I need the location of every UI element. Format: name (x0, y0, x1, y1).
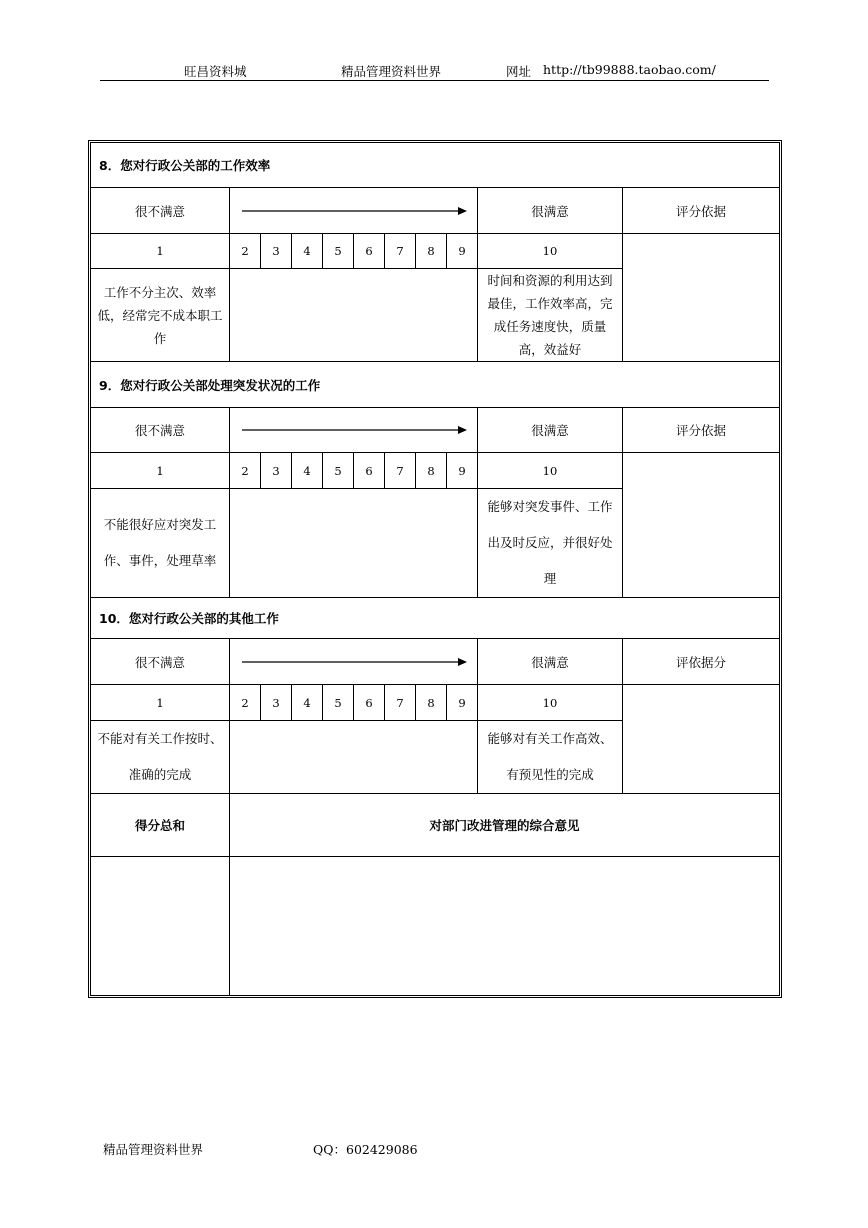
right-arrow-icon (240, 424, 468, 436)
low-label: 很不满意 (91, 639, 230, 685)
score-3[interactable]: 3 (261, 453, 292, 489)
question-9-title-row (91, 362, 780, 408)
middle-blank-cell (230, 721, 478, 794)
opinion-input[interactable] (230, 857, 780, 996)
high-description: 能够对有关工作高效、有预见性的完成 (478, 721, 623, 794)
right-arrow-icon (240, 656, 468, 668)
question-8-scale-row (91, 234, 780, 269)
basis-input-cell[interactable] (623, 453, 780, 598)
header-slogan: 精品管理资料世界 (341, 64, 442, 79)
score-3[interactable]: 3 (261, 685, 292, 721)
score-9[interactable]: 9 (447, 453, 478, 489)
high-description: 时间和资源的利用达到最佳，工作效率高，完成任务速度快，质量高，效益好 (478, 269, 623, 362)
score-9[interactable]: 9 (447, 685, 478, 721)
header-url-label: 网址 (506, 64, 532, 79)
question-10-scale-row (91, 685, 780, 721)
low-label: 很不满意 (91, 408, 230, 453)
low-label: 很不满意 (91, 188, 230, 234)
total-score-label: 得分总和 (91, 794, 230, 857)
footer-slogan: 精品管理资料世界 (103, 1142, 204, 1157)
score-1[interactable]: 1 (91, 234, 230, 269)
basis-input-cell[interactable] (623, 234, 780, 362)
low-description: 不能很好应对突发工作、事件，处理草率 (91, 489, 230, 598)
score-1[interactable]: 1 (91, 685, 230, 721)
right-arrow-icon (240, 205, 468, 217)
question-9-label-row (91, 408, 780, 453)
low-description: 工作不分主次、效率低，经常完不成本职工作 (91, 269, 230, 362)
score-5[interactable]: 5 (323, 234, 354, 269)
summary-input-row (91, 857, 780, 996)
score-8[interactable]: 8 (416, 234, 447, 269)
score-1[interactable]: 1 (91, 453, 230, 489)
question-9-scale-row (91, 453, 780, 489)
basis-label: 评分依据 (623, 188, 780, 234)
question-8-title-row (91, 143, 780, 188)
basis-label: 评依据分 (623, 639, 780, 685)
score-7[interactable]: 7 (385, 685, 416, 721)
question-10-label-row (91, 639, 780, 685)
low-description: 不能对有关工作按时、准确的完成 (91, 721, 230, 794)
score-4[interactable]: 4 (292, 685, 323, 721)
score-10[interactable]: 10 (478, 234, 623, 269)
score-5[interactable]: 5 (323, 685, 354, 721)
score-6[interactable]: 6 (354, 234, 385, 269)
score-2[interactable]: 2 (230, 453, 261, 489)
question-8-label-row (91, 188, 780, 234)
summary-header-row (91, 794, 780, 857)
opinion-label: 对部门改进管理的综合意见 (230, 794, 780, 857)
high-label: 很满意 (478, 188, 623, 234)
score-6[interactable]: 6 (354, 685, 385, 721)
total-score-input[interactable] (91, 857, 230, 996)
score-8[interactable]: 8 (416, 685, 447, 721)
high-label: 很满意 (478, 639, 623, 685)
question-title: 9．您对行政公关部处理突发状况的工作 (91, 362, 780, 408)
basis-label: 评分依据 (623, 408, 780, 453)
scale-arrow (230, 408, 478, 453)
score-2[interactable]: 2 (230, 685, 261, 721)
score-10[interactable]: 10 (478, 453, 623, 489)
middle-blank-cell (230, 489, 478, 598)
score-8[interactable]: 8 (416, 453, 447, 489)
basis-input-cell[interactable] (623, 685, 780, 794)
score-7[interactable]: 7 (385, 453, 416, 489)
score-3[interactable]: 3 (261, 234, 292, 269)
score-10[interactable]: 10 (478, 685, 623, 721)
score-4[interactable]: 4 (292, 234, 323, 269)
survey-table (90, 142, 780, 996)
high-description: 能够对突发事件、工作出及时反应，并很好处理 (478, 489, 623, 598)
score-5[interactable]: 5 (323, 453, 354, 489)
scale-arrow (230, 639, 478, 685)
score-4[interactable]: 4 (292, 453, 323, 489)
score-9[interactable]: 9 (447, 234, 478, 269)
score-7[interactable]: 7 (385, 234, 416, 269)
score-6[interactable]: 6 (354, 453, 385, 489)
high-label: 很满意 (478, 408, 623, 453)
header-url[interactable]: http://tb99888.taobao.com/ (543, 62, 716, 77)
scale-arrow (230, 188, 478, 234)
header-site: 旺昌资料城 (184, 64, 247, 79)
survey-frame (88, 140, 782, 998)
question-title: 8．您对行政公关部的工作效率 (91, 143, 780, 188)
question-10-title-row (91, 598, 780, 639)
middle-blank-cell (230, 269, 478, 362)
header-divider (100, 80, 769, 81)
footer-qq: QQ：602429086 (313, 1142, 418, 1157)
score-2[interactable]: 2 (230, 234, 261, 269)
question-title: 10．您对行政公关部的其他工作 (91, 598, 780, 639)
